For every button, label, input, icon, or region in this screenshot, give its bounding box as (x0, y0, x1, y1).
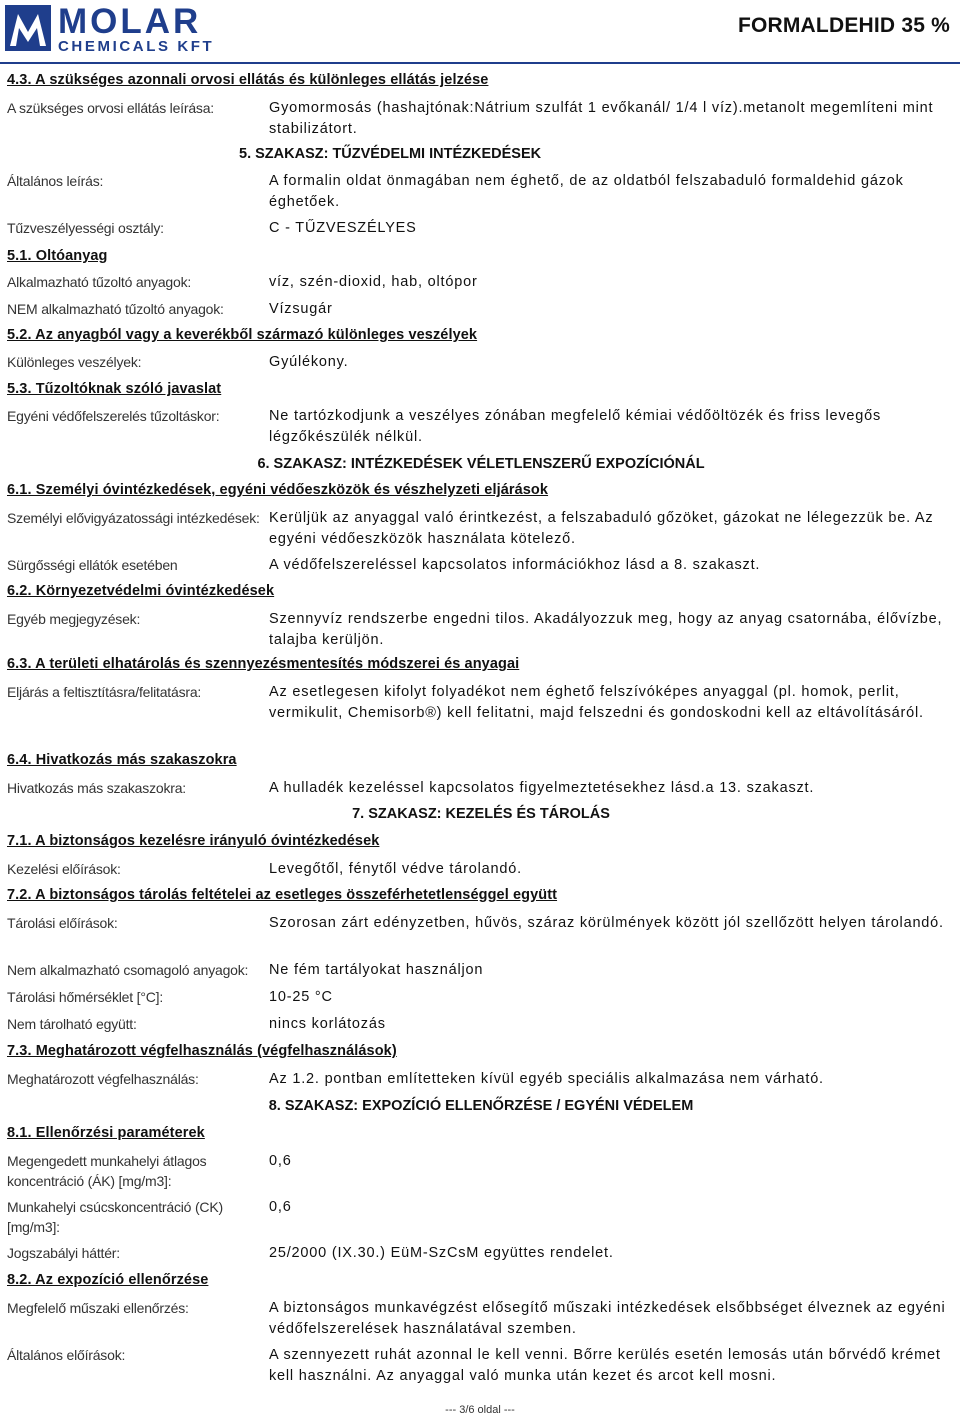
field-label: Tűzveszélyességi osztály: (7, 220, 164, 236)
page-footer: --- 3/6 oldal --- (445, 1404, 515, 1416)
section-heading-8: 8. SZAKASZ: EXPOZÍCIÓ ELLENŐRZÉSE / EGYÉNI VÉDELEM (268, 1098, 694, 1114)
subsection-title-8-1: 8.1. Ellenőrzési paraméterek (7, 1125, 205, 1141)
field-value: C - TŰZVESZÉLYES (269, 220, 417, 236)
field-label: Nem alkalmazható csomagoló anyagok: (7, 962, 249, 978)
field-label: Különleges veszélyek: (7, 354, 142, 370)
subsection-title-5-3: 5.3. Tűzoltóknak szóló javaslat (7, 381, 222, 397)
company-logo (4, 2, 228, 54)
field-label: Sürgősségi ellátók esetében (7, 557, 178, 573)
section-heading-7: 7. SZAKASZ: KEZELÉS ÉS TÁROLÁS (352, 806, 610, 822)
field-value: Az 1.2. pontban említetteken kívül egyéb speciális alkalmazása nem várható. (269, 1071, 824, 1087)
section-heading-5: 5. SZAKASZ: TŰZVÉDELMI INTÉZKEDÉSEK (239, 146, 542, 162)
field-value: Szorosan zárt edényzetben, hűvös, száraz körülmények között jól szellőzött helyen tárolandó. (269, 915, 944, 931)
field-value: A védőfelszereléssel kapcsolatos információkhoz lásd a 8. szakaszt. (269, 557, 761, 573)
field-value: A hulladék kezeléssel kapcsolatos figyelmeztetésekhez lásd.a 13. szakaszt. (269, 780, 815, 796)
field-label: Meghatározott végfelhasználás: (7, 1071, 199, 1087)
document-title: FORMALDEHID 35 % (737, 14, 950, 37)
field-label: Tárolási előírások: (7, 915, 118, 931)
field-value: Kerüljük az anyaggal való érintkezést, a felszabaduló gőzöket, gázokat ne lélegezzük be. Az egyéni védőeszközök használata kötelező. (269, 510, 934, 547)
subsection-title-4-3: 4.3. A szükséges azonnali orvosi ellátás és különleges ellátás jelzése (7, 72, 489, 88)
header-divider (0, 62, 960, 64)
subsection-title-5-2: 5.2. Az anyagból vagy a keverékből származó különleges veszélyek (7, 327, 478, 343)
subsection-title-6-1: 6.1. Személyi óvintézkedések, egyéni védőeszközök és vészhelyzeti eljárások (7, 482, 549, 498)
field-label: Munkahelyi csúcskoncentráció (CK) [mg/m3]: (7, 1199, 223, 1235)
field-label: Egyéb megjegyzések: (7, 611, 141, 627)
subsection-title-7-1: 7.1. A biztonságos kezelésre irányuló óvintézkedések (7, 833, 380, 849)
field-label: Általános előírások: (7, 1347, 126, 1363)
field-value: Vízsugár (269, 301, 333, 317)
field-value: A formalin oldat önmagában nem éghető, de az oldatból felszabaduló formaldehid gázok éghetőek. (269, 173, 904, 210)
field-label: NEM alkalmazható tűzoltó anyagok: (7, 301, 224, 317)
field-label: Megengedett munkahelyi átlagos koncentráció (ÁK) [mg/m3]: (7, 1153, 207, 1189)
field-label: Hivatkozás más szakaszokra: (7, 780, 186, 796)
field-label: Alkalmazható tűzoltó anyagok: (7, 274, 192, 290)
field-label: Nem tárolható együtt: (7, 1016, 137, 1032)
field-label: Megfelelő műszaki ellenőrzés: (7, 1300, 189, 1316)
field-label: Tárolási hőmérséklet [°C]: (7, 989, 164, 1005)
logo-subtext: CHEMICALS KFT (58, 38, 215, 54)
page-header (0, 0, 960, 62)
field-label: Jogszabályi háttér: (7, 1245, 120, 1261)
field-value: nincs korlátozás (269, 1016, 386, 1032)
field-value: Az esetlegesen kifolyt folyadékot nem éghető felszívóképes anyaggal (pl. homok, perlit, vermikulit, Chemisorb®) kell felitatni, majd felszedni és gondoskodni kell az eltávolításáról. (269, 684, 924, 721)
subsection-title-8-2: 8.2. Az expozíció ellenőrzése (7, 1272, 209, 1288)
logo-text: MOLAR (58, 2, 202, 41)
field-value: Szennyvíz rendszerbe engedni tilos. Akadályozzuk meg, hogy az anyag csatornába, élővízbe, talajba kerüljön. (269, 611, 943, 648)
field-value: Ne tartózkodjunk a veszélyes zónában megfelelő kémiai védőöltözék és friss levegős légzőkészülék nélkül. (269, 408, 882, 445)
field-label: Egyéni védőfelszerelés tűzoltáskor: (7, 408, 220, 424)
subsection-title-7-2: 7.2. A biztonságos tárolás feltételei az esetleges összeférhetetlenséggel együtt (7, 887, 558, 903)
field-value: 10-25 °C (269, 989, 333, 1005)
field-label: A szükséges orvosi ellátás leírása: (7, 100, 214, 116)
subsection-title-7-3: 7.3. Meghatározott végfelhasználás (végfelhasználások) (7, 1043, 397, 1059)
field-value: 25/2000 (IX.30.) EüM-SzCsM együttes rendelet. (269, 1245, 614, 1261)
field-value: Gyomormosás (hashajtónak:Nátrium szulfát 1 evőkanál/ 1/4 l víz).metanolt megemlíteni mint stabilizátort. (269, 100, 934, 137)
subsection-title-6-4: 6.4. Hivatkozás más szakaszokra (7, 752, 237, 768)
field-label: Személyi elővigyázatossági intézkedések: (7, 510, 260, 526)
subsection-title-5-1: 5.1. Oltóanyag (7, 248, 108, 264)
field-value: Levegőtől, fénytől védve tárolandó. (269, 861, 522, 877)
field-label: Általános leírás: (7, 173, 104, 189)
field-label: Kezelési előírások: (7, 861, 121, 877)
field-value: A szennyezett ruhát azonnal le kell venni. Bőrre kerülés esetén lemosás után bőrvédő krémet kell használni. Az anyaggal való munka után kezet és arcot kell mosni. (269, 1347, 941, 1384)
subsection-title-6-3: 6.3. A területi elhatárolás és szennyezésmentesítés módszerei és anyagai (7, 656, 520, 672)
section-heading-6: 6. SZAKASZ: INTÉZKEDÉSEK VÉLETLENSZERŰ EXPOZÍCIÓNÁL (257, 456, 705, 472)
field-value: A biztonságos munkavégzést elősegítő műszaki intézkedések elsőbbséget élveznek az egyéni védőfelszerelések használatával szemben. (269, 1300, 946, 1337)
subsection-title-6-2: 6.2. Környezetvédelmi óvintézkedések (7, 583, 275, 599)
field-label: Eljárás a feltisztításra/felitatásra: (7, 684, 202, 700)
field-value: víz, szén-dioxid, hab, oltópor (269, 274, 478, 290)
field-value: 0,6 (269, 1153, 292, 1169)
field-value: Gyúlékony. (269, 354, 349, 370)
field-value: 0,6 (269, 1199, 292, 1215)
field-value: Ne fém tartályokat használjon (269, 962, 484, 978)
